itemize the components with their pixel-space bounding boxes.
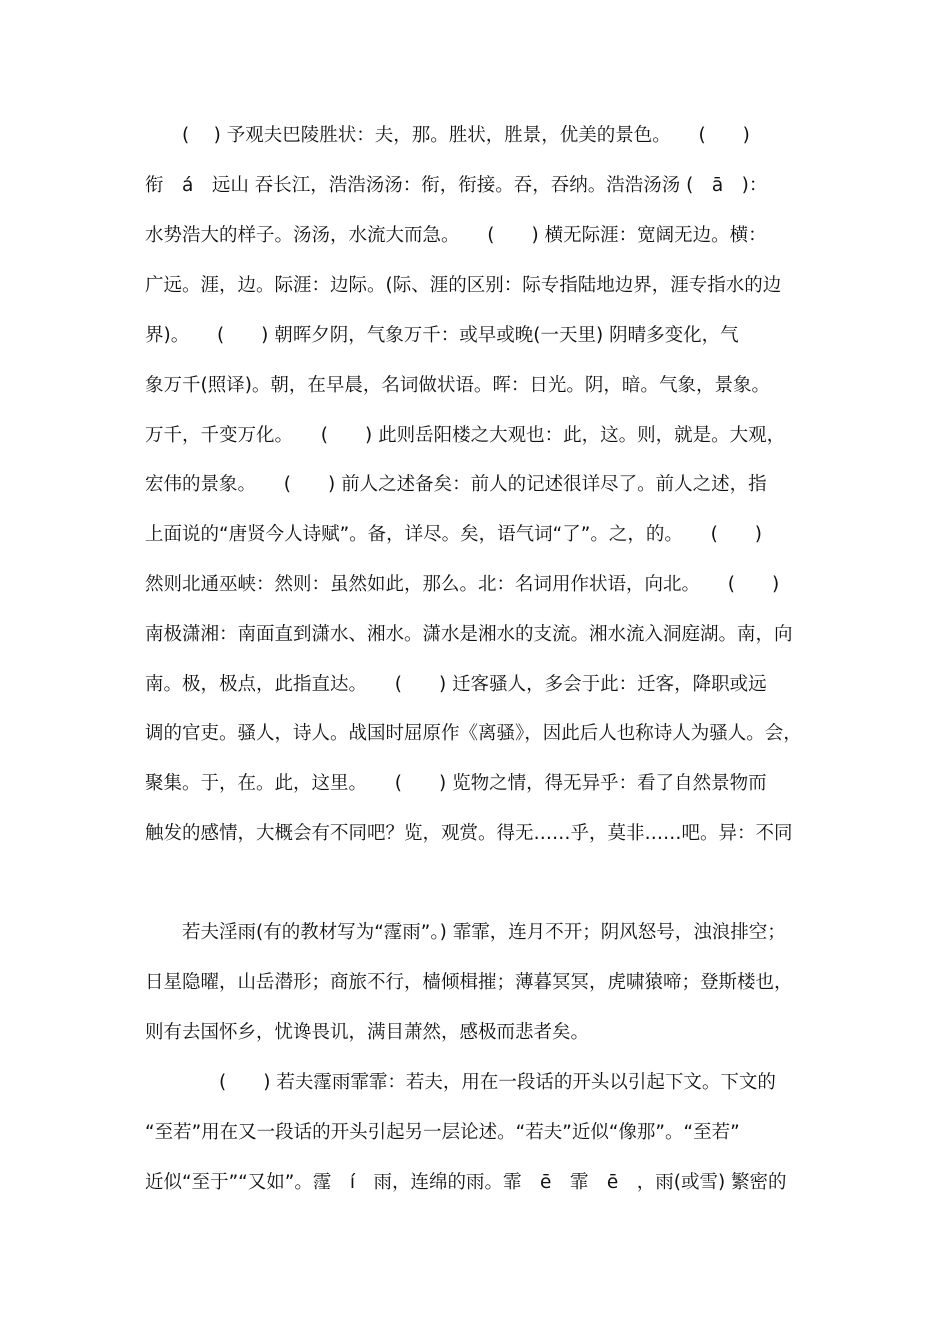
text-line: 广远。涯，边。际涯：边际。(际、涯的区别：际专指陆地边界，涯专指水的边	[145, 275, 782, 296]
text-line: 调的官吏。骚人，诗人。战国时屈原作《离骚》，因此后人也称诗人为骚人。会，	[145, 723, 802, 744]
text-line: “至若”用在又一段话的开头引起另一层论述。“若夫”近似“像那”。“至若”	[145, 1122, 740, 1143]
text-line: 宏伟的景象。 ( ) 前人之述备矣：前人的记述很详尽了。前人之述，指	[145, 474, 767, 495]
text-line: ( ) 予观夫巴陵胜状：夫，那。胜状，胜景，优美的景色。 ( )	[145, 125, 750, 146]
text-line: 近似“至于”“又如”。霪 í 雨，连绵的雨。霏 ē 霏 ē ，雨(或雪) 繁密的	[145, 1172, 787, 1193]
text-line: 上面说的“唐贤今人诗赋”。备，详尽。矣，语气词“了”。之，的。 ( )	[145, 524, 763, 545]
text-line: 象万千(照译)。朝，在早晨，名词做状语。晖：日光。阴，暗。气象，景象。	[145, 375, 770, 396]
text-line: 南。极，极点，此指直达。 ( ) 迁客骚人，多会于此：迁客，降职或远	[145, 674, 767, 695]
text-line: 万千，千变万化。 ( ) 此则岳阳楼之大观也：此，这。则，就是。大观，	[145, 425, 786, 446]
text-line: 然则北通巫峡：然则：虽然如此，那么。北：名词用作状语，向北。 ( )	[145, 574, 780, 595]
text-line: 日星隐曜，山岳潜形；商旅不行，樯倾楫摧；薄暮冥冥，虎啸猿啼；登斯楼也，	[145, 972, 793, 993]
text-line: 水势浩大的样子。汤汤，水流大而急。 ( ) 横无际涯：宽阔无边。横：	[145, 225, 767, 246]
text-line: 聚集。于，在。此，这里。 ( ) 览物之情，得无异乎：看了自然景物而	[145, 773, 767, 794]
text-line: 则有去国怀乡，忧谗畏讥，满目萧然，感极而悲者矣。	[145, 1022, 590, 1043]
text-line: ( ) 若夫霪雨霏霏：若夫，用在一段话的开头以引起下文。下文的	[145, 1072, 776, 1093]
text-line: 若夫淫雨(有的教材写为“霪雨”。) 霏霏，连月不开；阴风怒号，浊浪排空；	[145, 922, 786, 943]
text-line: 界)。 ( ) 朝晖夕阴，气象万千：或早或晚(一天里) 阴晴多变化，气	[145, 325, 739, 346]
text-line: 衔 á 远山 吞长江，浩浩汤汤：衔，衔接。吞，吞纳。浩浩汤汤 ( ā )：	[145, 175, 768, 196]
text-line: 南极潇湘：南面直到潇水、湘水。潇水是湘水的支流。湘水流入洞庭湖。南，向	[145, 624, 793, 645]
text-line: 触发的感情，大概会有不同吧？览，观赏。得无……乎，莫非……吧。异：不同	[145, 823, 793, 844]
